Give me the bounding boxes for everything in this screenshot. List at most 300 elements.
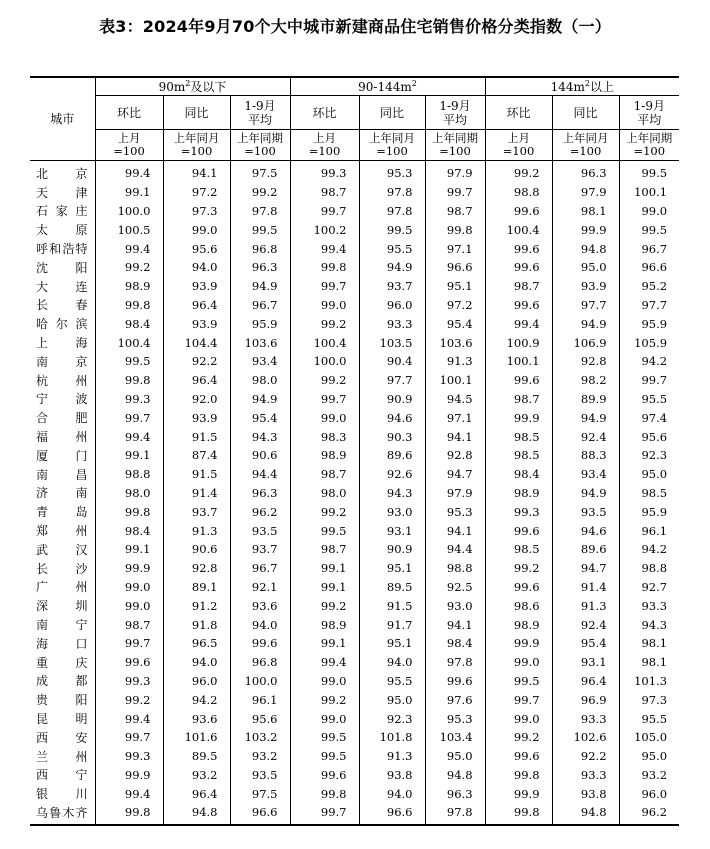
index-value: 98.8 (95, 465, 163, 484)
index-value: 90.9 (359, 390, 425, 409)
index-value: 90.4 (359, 352, 425, 371)
index-value: 99.7 (290, 390, 359, 409)
index-value: 98.7 (95, 615, 163, 634)
size-group-suffix: 以上 (589, 79, 614, 94)
index-value: 95.9 (230, 314, 290, 333)
city-name: 呼和浩特 (36, 242, 88, 257)
index-value: 106.9 (552, 333, 619, 352)
index-value: 96.0 (359, 296, 425, 315)
index-value: 98.7 (290, 465, 359, 484)
metric-header: 环比 (485, 96, 552, 130)
index-value: 99.1 (290, 578, 359, 597)
index-value: 94.8 (552, 239, 619, 258)
index-value: 95.2 (619, 277, 679, 296)
index-value: 99.9 (485, 408, 552, 427)
index-value: 98.7 (425, 202, 485, 221)
city-name: 济南 (36, 486, 88, 501)
index-value: 98.5 (485, 446, 552, 465)
index-value: 99.2 (290, 314, 359, 333)
index-value: 97.5 (230, 784, 290, 803)
index-value: 105.9 (619, 333, 679, 352)
index-value: 99.4 (485, 314, 552, 333)
index-value: 90.9 (359, 540, 425, 559)
index-value: 99.2 (290, 596, 359, 615)
index-value: 99.2 (290, 371, 359, 390)
index-value: 97.8 (425, 803, 485, 825)
index-value: 93.8 (359, 766, 425, 785)
index-value: 99.1 (95, 540, 163, 559)
metric-header: 1-9月 平均 (230, 96, 290, 130)
table-row (30, 728, 679, 747)
table-row (30, 634, 679, 653)
index-value: 91.3 (425, 352, 485, 371)
table-row (30, 465, 679, 484)
index-value: 96.8 (230, 653, 290, 672)
table-row (30, 220, 679, 239)
index-value: 99.7 (290, 202, 359, 221)
metric-header: 同比 (359, 96, 425, 130)
index-value: 92.2 (552, 747, 619, 766)
index-value: 95.4 (552, 634, 619, 653)
table-body (30, 161, 679, 825)
index-value: 99.0 (485, 653, 552, 672)
city-name: 长春 (36, 298, 88, 313)
index-value: 94.0 (230, 615, 290, 634)
index-value: 99.3 (95, 747, 163, 766)
index-value: 89.5 (163, 747, 230, 766)
index-value: 92.3 (359, 709, 425, 728)
index-value: 97.9 (425, 484, 485, 503)
table-row (30, 747, 679, 766)
index-value: 93.2 (619, 766, 679, 785)
city-name: 乌鲁木齐 (30, 803, 95, 825)
index-value: 91.5 (163, 465, 230, 484)
index-value: 95.3 (359, 161, 425, 183)
index-value: 99.2 (485, 161, 552, 183)
city-name: 银川 (36, 787, 88, 802)
index-value: 97.1 (425, 239, 485, 258)
index-value: 99.6 (485, 747, 552, 766)
index-value: 94.9 (230, 277, 290, 296)
index-value: 94.7 (425, 465, 485, 484)
table-row (30, 183, 679, 202)
index-value: 95.5 (359, 239, 425, 258)
index-value: 94.0 (163, 653, 230, 672)
index-value: 92.4 (552, 427, 619, 446)
index-value: 94.3 (619, 615, 679, 634)
index-value: 95.5 (619, 390, 679, 409)
index-value: 99.9 (552, 220, 619, 239)
index-value: 89.9 (552, 390, 619, 409)
index-value: 94.1 (425, 521, 485, 540)
table-row (30, 578, 679, 597)
index-value: 99.9 (485, 784, 552, 803)
index-value: 93.9 (552, 277, 619, 296)
city-name: 厦门 (36, 448, 88, 463)
index-value: 99.4 (95, 239, 163, 258)
index-value: 96.4 (163, 296, 230, 315)
index-value: 101.3 (619, 672, 679, 691)
index-value: 99.6 (290, 766, 359, 785)
city-name: 天津 (36, 185, 88, 200)
table-row (30, 202, 679, 221)
index-value: 94.2 (619, 352, 679, 371)
index-value: 99.8 (485, 803, 552, 825)
city-name: 广州 (36, 580, 88, 595)
index-value: 93.3 (359, 314, 425, 333)
index-value: 91.7 (359, 615, 425, 634)
index-value: 95.0 (359, 690, 425, 709)
size-group-label: 144m (550, 79, 585, 94)
index-value: 95.6 (230, 709, 290, 728)
index-value: 99.1 (290, 634, 359, 653)
index-value: 103.6 (230, 333, 290, 352)
index-value: 99.6 (485, 521, 552, 540)
index-value: 97.3 (163, 202, 230, 221)
index-value: 89.6 (552, 540, 619, 559)
index-value: 92.8 (163, 559, 230, 578)
index-value: 95.6 (619, 427, 679, 446)
index-value: 95.1 (359, 559, 425, 578)
index-value: 96.0 (619, 784, 679, 803)
index-value: 95.5 (619, 709, 679, 728)
index-value: 99.3 (485, 502, 552, 521)
index-value: 89.6 (359, 446, 425, 465)
index-value: 96.6 (359, 803, 425, 825)
index-value: 99.8 (290, 258, 359, 277)
base-period-header: 上年同月 =100 (359, 130, 425, 161)
index-value: 94.9 (552, 314, 619, 333)
index-value: 96.6 (619, 258, 679, 277)
index-value: 99.3 (95, 672, 163, 691)
index-value: 91.3 (552, 596, 619, 615)
index-value: 94.1 (163, 161, 230, 183)
index-value: 98.6 (485, 596, 552, 615)
size-group-superscript: 2 (584, 78, 590, 88)
city-name: 郑州 (36, 524, 88, 539)
index-value: 99.8 (95, 803, 163, 825)
index-value: 99.2 (485, 559, 552, 578)
index-value: 93.8 (552, 784, 619, 803)
index-value: 99.3 (290, 161, 359, 183)
index-value: 101.6 (163, 728, 230, 747)
index-value: 96.3 (230, 258, 290, 277)
index-value: 94.8 (425, 766, 485, 785)
index-value: 93.0 (359, 502, 425, 521)
index-value: 98.5 (485, 427, 552, 446)
metric-header: 环比 (95, 96, 163, 130)
size-group-header (485, 77, 679, 96)
index-value: 96.0 (163, 672, 230, 691)
index-value: 97.7 (552, 296, 619, 315)
index-value: 94.6 (552, 521, 619, 540)
index-value: 91.4 (163, 484, 230, 503)
index-value: 99.0 (290, 672, 359, 691)
table-row (30, 446, 679, 465)
index-value: 98.1 (619, 634, 679, 653)
index-value: 99.6 (485, 258, 552, 277)
index-value: 99.4 (95, 784, 163, 803)
table-row (30, 766, 679, 785)
city-name: 贵阳 (36, 693, 88, 708)
city-name: 北京 (36, 166, 88, 181)
index-value: 97.3 (619, 690, 679, 709)
table-row (30, 653, 679, 672)
price-index-table (30, 76, 679, 826)
index-value: 96.9 (552, 690, 619, 709)
index-value: 95.9 (619, 314, 679, 333)
index-value: 99.2 (290, 690, 359, 709)
table-row (30, 615, 679, 634)
index-value: 93.3 (619, 596, 679, 615)
index-value: 98.9 (290, 446, 359, 465)
index-value: 100.1 (485, 352, 552, 371)
base-period-header: 上月 =100 (290, 130, 359, 161)
index-value: 98.3 (290, 427, 359, 446)
index-value: 99.8 (95, 371, 163, 390)
index-value: 93.7 (163, 502, 230, 521)
index-value: 97.7 (619, 296, 679, 315)
index-value: 91.3 (359, 747, 425, 766)
index-value: 103.5 (359, 333, 425, 352)
index-value: 99.9 (95, 766, 163, 785)
index-value: 100.2 (290, 220, 359, 239)
city-name: 昆明 (36, 712, 88, 726)
index-value: 99.2 (230, 183, 290, 202)
table-row (30, 521, 679, 540)
index-value: 93.2 (230, 747, 290, 766)
index-value: 102.6 (552, 728, 619, 747)
index-value: 96.3 (425, 784, 485, 803)
index-value: 91.5 (163, 427, 230, 446)
base-period-header: 上年同月 =100 (552, 130, 619, 161)
index-value: 92.8 (425, 446, 485, 465)
index-value: 99.0 (619, 202, 679, 221)
metric-header: 同比 (552, 96, 619, 130)
city-name: 青岛 (36, 505, 88, 520)
index-value: 99.8 (425, 220, 485, 239)
index-value: 98.5 (619, 484, 679, 503)
index-value: 99.4 (290, 239, 359, 258)
index-value: 98.4 (485, 465, 552, 484)
index-value: 94.4 (425, 540, 485, 559)
index-value: 96.7 (230, 559, 290, 578)
index-value: 103.6 (425, 333, 485, 352)
index-value: 96.7 (230, 296, 290, 315)
metric-header: 1-9月 平均 (619, 96, 679, 130)
size-group-header (290, 77, 485, 96)
table-row (30, 784, 679, 803)
table-row (30, 314, 679, 333)
table-row (30, 540, 679, 559)
table-row (30, 277, 679, 296)
index-value: 92.4 (552, 615, 619, 634)
size-group-label: 90-144m (358, 79, 412, 94)
city-name: 合肥 (36, 411, 88, 426)
index-value: 93.4 (230, 352, 290, 371)
city-name: 沈阳 (36, 260, 88, 275)
index-value: 99.4 (95, 427, 163, 446)
index-value: 94.9 (230, 390, 290, 409)
index-value: 99.5 (290, 728, 359, 747)
index-value: 94.7 (552, 559, 619, 578)
index-value: 99.5 (290, 747, 359, 766)
index-value: 91.5 (359, 596, 425, 615)
index-value: 104.4 (163, 333, 230, 352)
index-value: 99.0 (290, 408, 359, 427)
index-value: 96.4 (552, 672, 619, 691)
index-value: 93.3 (552, 766, 619, 785)
city-name: 太原 (36, 223, 88, 238)
table-row (30, 258, 679, 277)
index-value: 98.0 (230, 371, 290, 390)
index-value: 96.3 (552, 161, 619, 183)
table-row (30, 709, 679, 728)
index-value: 95.9 (619, 502, 679, 521)
index-value: 94.9 (552, 484, 619, 503)
index-value: 99.7 (290, 803, 359, 825)
index-value: 93.9 (163, 277, 230, 296)
index-value: 94.3 (230, 427, 290, 446)
index-value: 100.4 (290, 333, 359, 352)
index-value: 98.7 (290, 540, 359, 559)
index-value: 93.3 (552, 709, 619, 728)
index-value: 95.3 (425, 709, 485, 728)
index-value: 96.4 (163, 784, 230, 803)
index-value: 100.5 (95, 220, 163, 239)
base-period-header: 上月 =100 (485, 130, 552, 161)
size-group-superscript: 2 (185, 78, 191, 88)
index-value: 97.7 (359, 371, 425, 390)
table-row (30, 352, 679, 371)
index-value: 98.0 (290, 484, 359, 503)
index-value: 98.8 (619, 559, 679, 578)
index-value: 99.6 (485, 296, 552, 315)
index-value: 93.2 (163, 766, 230, 785)
index-value: 99.9 (485, 634, 552, 653)
index-value: 97.9 (552, 183, 619, 202)
index-value: 99.1 (95, 446, 163, 465)
index-value: 90.6 (163, 540, 230, 559)
index-value: 99.2 (95, 258, 163, 277)
index-value: 99.2 (290, 502, 359, 521)
city-name: 重庆 (36, 655, 88, 670)
index-value: 94.0 (359, 653, 425, 672)
city-name: 南宁 (36, 618, 88, 633)
index-value: 100.0 (290, 352, 359, 371)
index-value: 101.8 (359, 728, 425, 747)
index-value: 98.4 (425, 634, 485, 653)
index-value: 95.1 (359, 634, 425, 653)
index-value: 90.3 (359, 427, 425, 446)
city-name: 宁波 (36, 392, 88, 407)
index-value: 99.7 (485, 690, 552, 709)
index-value: 92.0 (163, 390, 230, 409)
table-row (30, 390, 679, 409)
table-row (30, 596, 679, 615)
index-value: 103.2 (230, 728, 290, 747)
index-value: 96.2 (619, 803, 679, 825)
index-value: 99.7 (95, 728, 163, 747)
size-group-superscript: 2 (411, 78, 417, 88)
index-value: 99.5 (359, 220, 425, 239)
index-value: 98.9 (485, 615, 552, 634)
index-value: 94.1 (425, 615, 485, 634)
index-value: 99.4 (95, 161, 163, 183)
index-value: 92.2 (163, 352, 230, 371)
index-value: 95.3 (425, 502, 485, 521)
base-period-header: 上月 =100 (95, 130, 163, 161)
index-value: 99.2 (485, 728, 552, 747)
city-name: 杭州 (36, 373, 88, 388)
index-value: 97.8 (359, 202, 425, 221)
index-value: 93.4 (552, 465, 619, 484)
index-value: 96.6 (230, 803, 290, 825)
table-row (30, 239, 679, 258)
index-value: 95.4 (425, 314, 485, 333)
index-value: 97.1 (425, 408, 485, 427)
index-value: 92.5 (425, 578, 485, 597)
city-name: 深圳 (36, 599, 88, 614)
page-title: 表3：2024年9月70个大中城市新建商品住宅销售价格分类指数（一） (99, 17, 611, 36)
index-value: 99.5 (485, 672, 552, 691)
index-value: 100.1 (619, 183, 679, 202)
index-value: 99.1 (95, 183, 163, 202)
index-value: 97.8 (359, 183, 425, 202)
index-value: 97.5 (230, 161, 290, 183)
index-value: 100.4 (485, 220, 552, 239)
city-name: 南昌 (36, 467, 88, 482)
index-value: 99.2 (95, 690, 163, 709)
table-row (30, 427, 679, 446)
index-value: 90.6 (230, 446, 290, 465)
index-value: 94.8 (163, 803, 230, 825)
index-value: 99.0 (95, 578, 163, 597)
index-value: 99.5 (230, 220, 290, 239)
index-value: 94.0 (163, 258, 230, 277)
index-value: 99.3 (95, 390, 163, 409)
index-value: 99.7 (95, 634, 163, 653)
city-name: 武汉 (36, 542, 88, 557)
index-value: 92.1 (230, 578, 290, 597)
index-value: 98.1 (552, 202, 619, 221)
city-name: 西宁 (36, 768, 88, 783)
index-value: 93.9 (163, 408, 230, 427)
index-value: 94.1 (425, 427, 485, 446)
index-value: 98.7 (485, 277, 552, 296)
table-row (30, 502, 679, 521)
index-value: 99.5 (619, 161, 679, 183)
index-value: 93.5 (230, 521, 290, 540)
index-value: 99.5 (619, 220, 679, 239)
index-value: 99.0 (290, 296, 359, 315)
index-value: 88.3 (552, 446, 619, 465)
index-value: 99.6 (485, 202, 552, 221)
index-value: 95.0 (619, 465, 679, 484)
index-value: 99.8 (485, 766, 552, 785)
index-value: 96.1 (619, 521, 679, 540)
index-value: 94.0 (359, 784, 425, 803)
index-value: 99.0 (95, 596, 163, 615)
index-value: 98.7 (290, 183, 359, 202)
index-value: 98.9 (290, 615, 359, 634)
index-value: 96.1 (230, 690, 290, 709)
index-value: 94.2 (163, 690, 230, 709)
index-value: 99.8 (290, 784, 359, 803)
index-value: 98.1 (619, 653, 679, 672)
index-value: 98.4 (95, 521, 163, 540)
city-name: 福州 (36, 430, 88, 445)
